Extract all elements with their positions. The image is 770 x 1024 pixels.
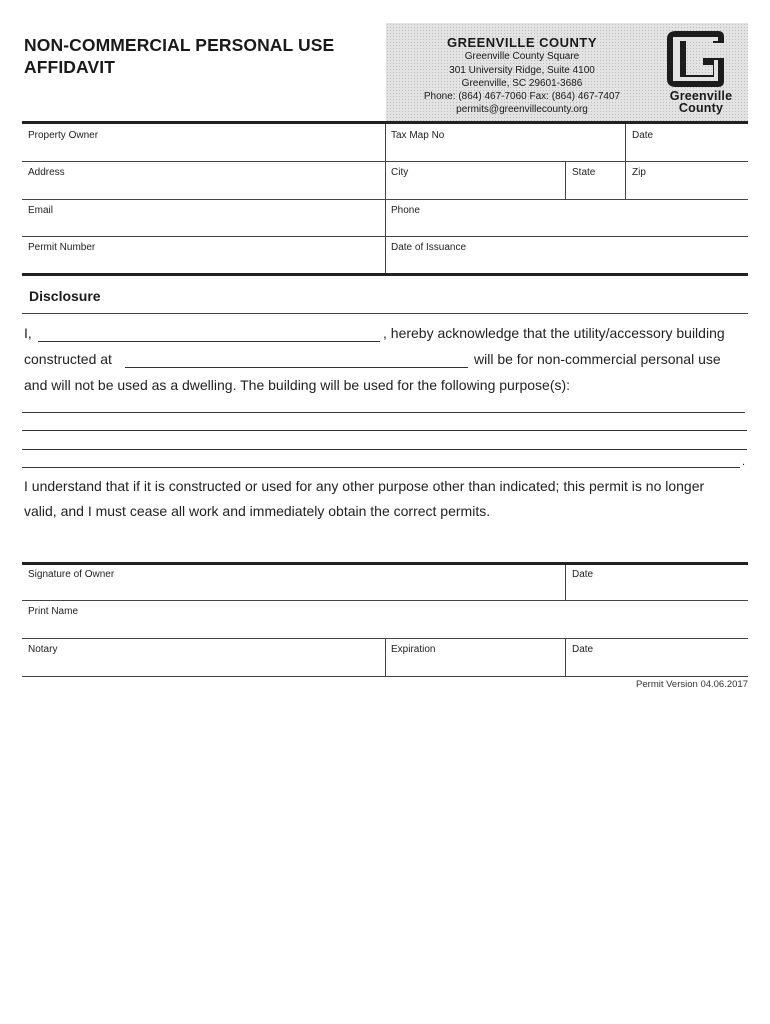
address-line-3: Greenville, SC 29601-3686: [461, 78, 583, 89]
county-logo-g-icon: [658, 29, 744, 89]
county-name: GREENVILLE COUNTY: [446, 35, 598, 50]
disclosure-line3: and will not be used as a dwelling. The building will be used for the following purpose(s):: [24, 377, 571, 393]
purpose-blank-2[interactable]: [22, 430, 747, 431]
grid-hline-3: [22, 236, 748, 237]
grid-vline-state: [565, 162, 566, 200]
address-line-2: 301 University Ridge, Suite 4100: [449, 65, 595, 76]
disclosure-line1-start: I,: [24, 325, 32, 341]
city-field[interactable]: City: [391, 167, 409, 178]
disclosure-title: Disclosure: [29, 288, 101, 304]
construction-address-blank[interactable]: [125, 367, 468, 368]
sig-vline-date: [565, 565, 566, 601]
notary-date-field[interactable]: Date: [572, 644, 594, 655]
form-title-line2: AFFIDAVIT: [24, 57, 115, 77]
state-field[interactable]: State: [572, 167, 596, 178]
disclosure-line2-end: will be for non-commercial personal use: [474, 351, 721, 367]
owner-name-blank[interactable]: [38, 341, 380, 342]
property-owner-field[interactable]: Property Owner: [28, 130, 99, 141]
signature-of-owner-field[interactable]: Signature of Owner: [28, 569, 115, 580]
email-field[interactable]: Email: [28, 205, 54, 216]
signature-top-divider: [22, 562, 748, 565]
grid-vline-date: [625, 124, 626, 200]
permit-version: Permit Version 04.06.2017: [636, 679, 748, 690]
county-logo: [658, 29, 744, 119]
purpose-blank-4[interactable]: [22, 467, 740, 468]
county-header-box: [386, 23, 748, 122]
grid-hline-1: [22, 161, 748, 162]
zip-field[interactable]: Zip: [632, 167, 646, 178]
logo-text-line2: County: [678, 101, 724, 115]
sig-hline-3: [22, 676, 748, 677]
disclosure-line1-end: , hereby acknowledge that the utility/accessory building: [383, 325, 725, 341]
permit-number-field[interactable]: Permit Number: [28, 242, 96, 253]
purpose-period: .: [742, 456, 746, 468]
logo-text: [658, 90, 744, 114]
email-line: permits@greenvillecounty.org: [456, 104, 588, 115]
grid-bottom-divider: [22, 273, 748, 276]
sig-vline-date2: [565, 638, 566, 676]
purpose-blank-1[interactable]: [22, 412, 745, 413]
phone-field[interactable]: Phone: [391, 205, 420, 216]
purpose-blank-3[interactable]: [22, 449, 747, 450]
disclosure-title-rule: [22, 313, 748, 314]
disclosure-line2-start: constructed at: [24, 351, 112, 367]
grid-hline-2: [22, 199, 748, 200]
address-line-1: Greenville County Square: [464, 51, 580, 62]
phone-fax-line: Phone: (864) 467-7060 Fax: (864) 467-7407: [423, 91, 621, 102]
form-title: [24, 34, 384, 78]
expiration-field[interactable]: Expiration: [391, 644, 436, 655]
sig-hline-1: [22, 600, 748, 601]
statement-line1: I understand that if it is constructed or used for any other purpose other than indicated; this permit is no longer: [24, 478, 705, 494]
date-of-issuance-field[interactable]: Date of Issuance: [391, 242, 467, 253]
notary-field[interactable]: Notary: [28, 644, 58, 655]
tax-map-no-field[interactable]: Tax Map No: [391, 130, 445, 141]
address-field[interactable]: Address: [28, 167, 65, 178]
signature-date-field[interactable]: Date: [572, 569, 594, 580]
logo-text-line1: Greenville: [669, 89, 733, 103]
form-title-line1: NON-COMMERCIAL PERSONAL USE: [24, 35, 335, 55]
print-name-field[interactable]: Print Name: [28, 606, 79, 617]
date-field[interactable]: Date: [632, 130, 654, 141]
sig-vline-expiration: [385, 638, 386, 676]
statement-line2: valid, and I must cease all work and immediately obtain the correct permits.: [24, 503, 491, 519]
